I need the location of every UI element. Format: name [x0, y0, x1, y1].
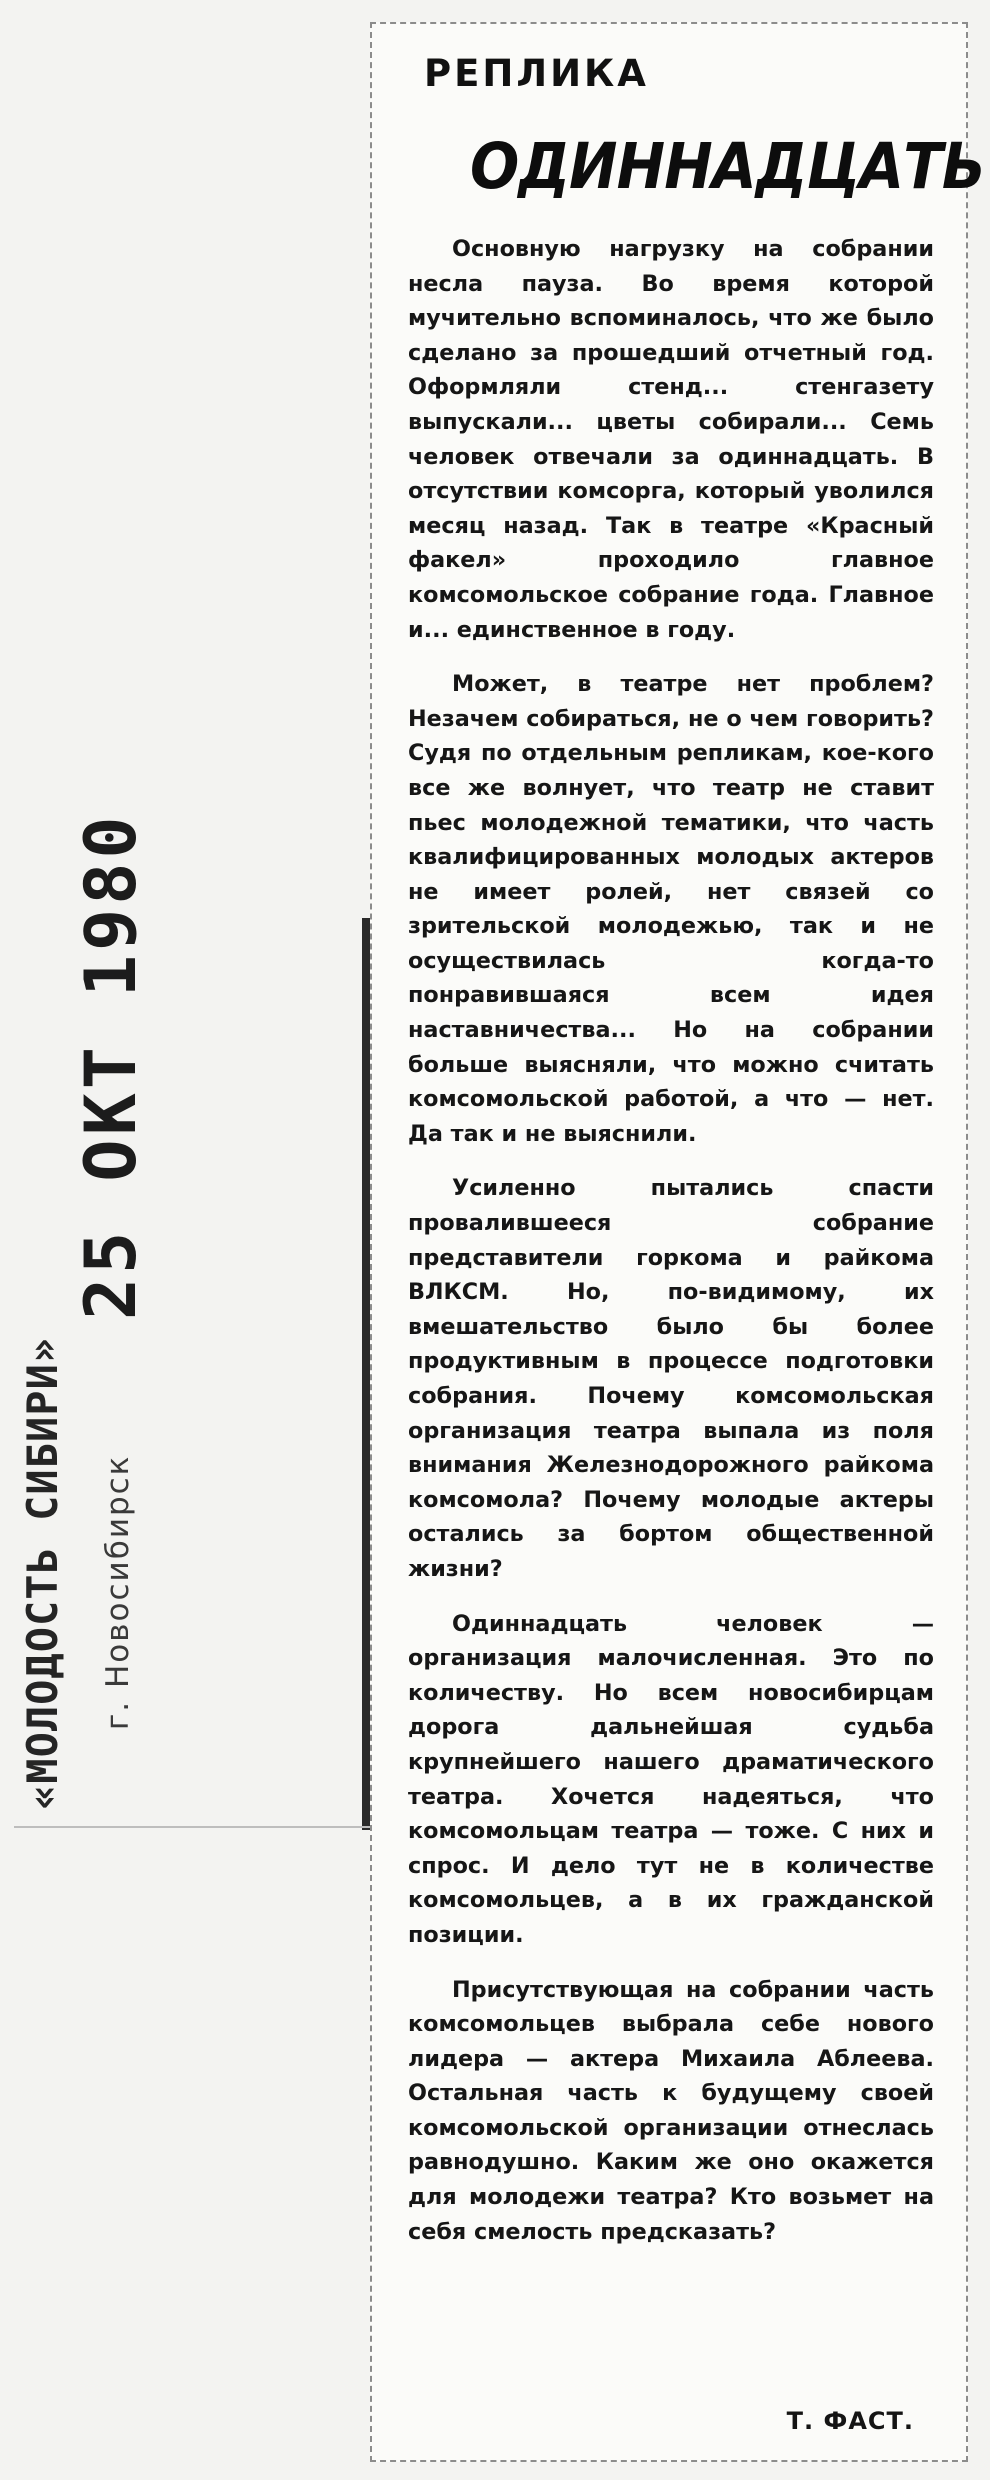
- stamp-city: г. Новосибирск: [100, 1454, 136, 1730]
- author-signature: Т. ФАСТ.: [786, 2407, 914, 2435]
- article-headline: ОДИННАДЦАТЬ: [470, 130, 986, 203]
- stamp-date: 25 ОКТ 1980: [70, 812, 152, 1320]
- stamp-edge-line: [14, 1826, 370, 1828]
- paragraph: Одиннадцать человек — организация малочисленная. Это по количеству. Но всем новосибирцам дорога дальнейшая судьба крупнейшего нашего драматического театра. Хочется надеяться, что комсомольцам театра — тоже. С них и спрос. И дело тут не в количестве комсомольцев, а в их гражданской позиции.: [408, 1610, 934, 1948]
- paragraph: Может, в театре нет проблем? Незачем собираться, не о чем говорить? Судя по отдельным репликам, кое-кого все же волнует, что театр не ставит пьес молодежной тематики, что часть квалифицированных молодых актеров не имеет ролей, нет связей со зрительской молодежью, так и не осуществилась когда-то понравившаяся всем идея наставничества... Но на собрании больше выясняли, что можно считать комсомольской работой, а что — нет. Да так и не выяснили.: [408, 671, 934, 1147]
- paragraph: Усиленно пытались спасти провалившееся собрание представители горкома и райкома ВЛКСМ. Но, по-видимому, их вмешательство было бы более продуктивным в процессе подготовки собрания. Почему комсомольская организация театра выпала из поля внимания Железнодорожного райкома комсомола? Почему молодые актеры остались за бортом общественной жизни?: [408, 1175, 934, 1582]
- stamp-border-line: [362, 918, 370, 1830]
- stamp-newspaper-name: «МОЛОДОСТЬ СИБИРИ»: [18, 1336, 67, 1810]
- article-body: [408, 232, 934, 2269]
- paragraph: Присутствующая на собрании часть комсомольцев выбрала себе нового лидера — актера Михаила Аблеева. Остальная часть к будущему своей комсомольской организации отнеслась равнодушно. Каким же оно окажется для молодежи театра? Кто возьмет на себя смелость предсказать?: [408, 1976, 934, 2245]
- paragraph: Основную нагрузку на собрании несла пауза. Во время которой мучительно вспоминалось, что же было сделано за прошедший отчетный год. Оформляли стенд... стенгазету выпускали... цветы собирали... Семь человек отвечали за одиннадцать. В отсутствии комсорга, который уволился месяц назад. Так в театре «Красный факел» проходило главное комсомольское собрание года. Главное и... единственное в году.: [408, 236, 934, 643]
- rubric-label: РЕПЛИКА: [424, 52, 649, 95]
